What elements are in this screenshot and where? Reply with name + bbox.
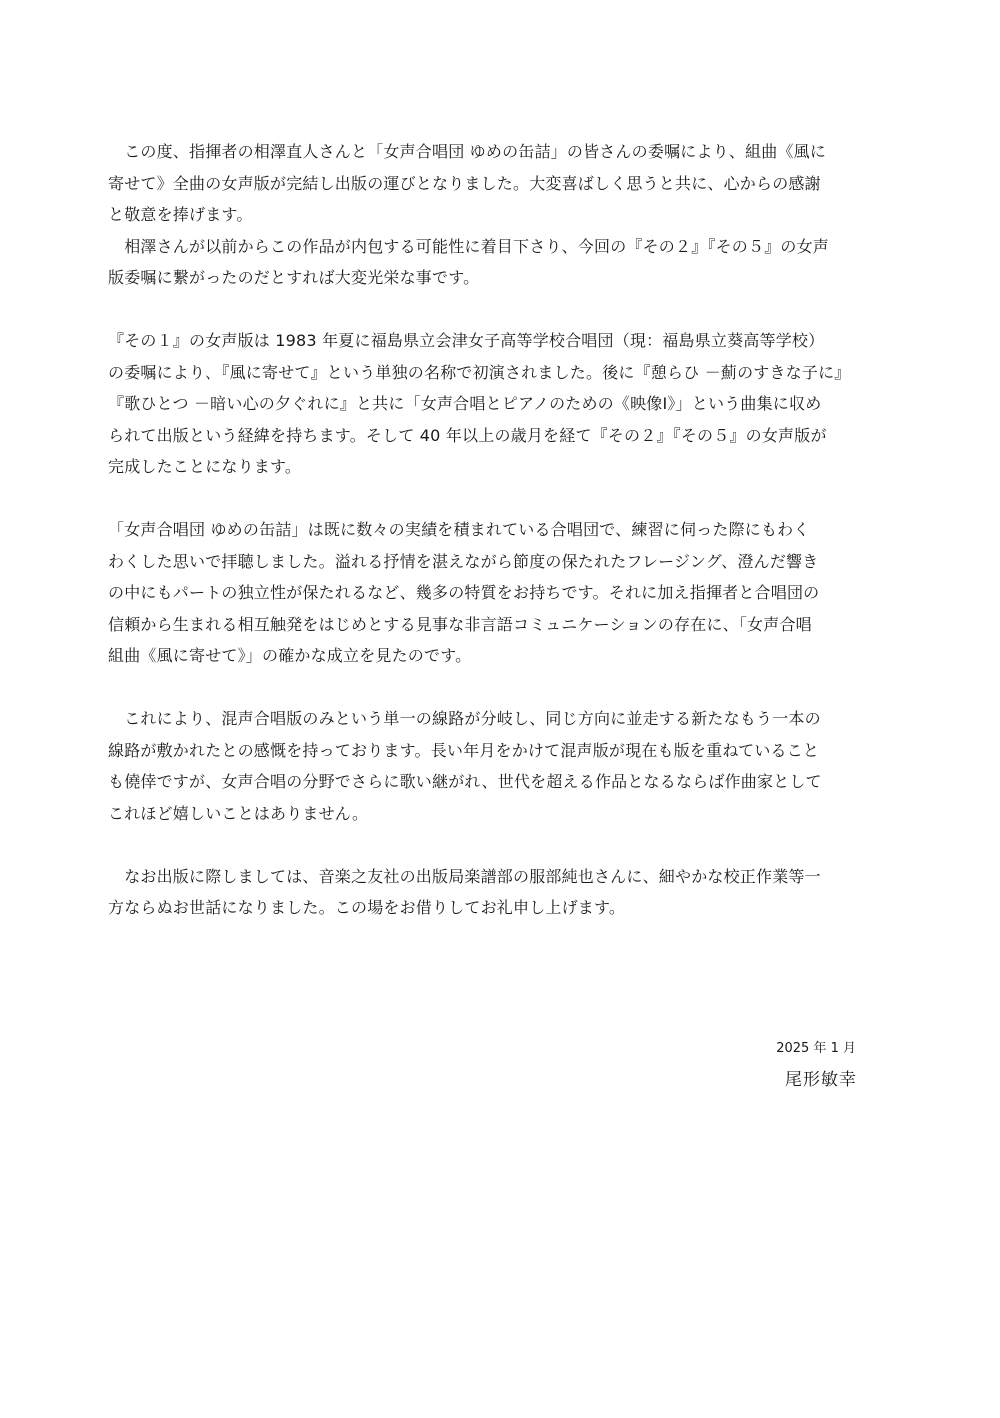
text-line: 線路が敷かれたとの感慨を持っております。長い年月をかけて混声版が現在も版を重ねていること — [108, 740, 820, 760]
paragraph-3 — [108, 514, 868, 672]
paragraph-spacer — [108, 483, 868, 515]
text-line: 相澤さんが以前からこの作品が内包する可能性に着目下さり、今回の『その２』『その５』の女声 — [108, 236, 830, 256]
paragraph-2 — [108, 325, 868, 483]
paragraph-4 — [108, 703, 868, 829]
paragraph-spacer — [108, 829, 868, 861]
paragraph-1 — [108, 136, 868, 294]
text-line: 版委嘱に繋がったのだとすれば大変光栄な事です。 — [108, 268, 480, 287]
text-line: 組曲《風に寄せて》」の確かな成立を見たのです。 — [108, 646, 472, 665]
text-line: これほど嬉しいことはありません。 — [108, 803, 369, 823]
text-line: 方ならぬお世話になりました。この場をお借りしてお礼申し上げます。 — [108, 898, 626, 917]
paragraph-spacer — [108, 294, 868, 326]
letter-body — [108, 136, 868, 924]
text-line: これにより、混声合唱版のみという単一の線路が分岐し、同じ方向に並走する新たなもう一本の — [108, 709, 821, 728]
text-line: と敬意を捧げます。 — [108, 205, 253, 224]
text-line: なお出版に際しましては、音楽之友社の出版局楽譜部の服部純也さんに、細やかな校正作業等一 — [108, 866, 821, 886]
paragraph-5 — [108, 861, 868, 924]
paragraph-spacer — [108, 672, 868, 704]
text-line: られて出版という経緯を持ちます。そして 40 年以上の歳月を経て『その２』『その５』の女声版が — [108, 425, 827, 445]
text-line: 寄せて》全曲の女声版が完結し出版の運びとなりました。大変喜ばしく思うと共に、心からの感謝 — [108, 173, 821, 193]
text-line: の中にもパートの独立性が保たれるなど、幾多の特質をお持ちです。それに加え指揮者と合唱団の — [108, 583, 820, 602]
text-line: 信頼から生まれる相互触発をはじめとする見事な非言語コミュニケーションの存在に、「女声合唱 — [108, 614, 812, 634]
text-line: 完成したことになります。 — [108, 457, 302, 476]
text-line: も僥倖ですが、女声合唱の分野でさらに歌い継がれ、世代を超える作品となるならば作曲家として — [108, 772, 822, 791]
author-signature: 尾形敏幸 — [785, 1070, 857, 1090]
text-line: 「女声合唱団 ゆめの缶詰」は既に数々の実績を積まれている合唱団で、練習に伺った際にもわく — [108, 520, 810, 539]
text-line: わくした思いで拝聴しました。溢れる抒情を湛えながら節度の保たれたフレージング、澄んだ響き — [108, 551, 819, 571]
letter-date: 2025 年 1 月 — [776, 1041, 856, 1056]
text-line: この度、指揮者の相澤直人さんと「女声合唱団 ゆめの缶詰」の皆さんの委嘱により、組曲《風に — [108, 142, 827, 161]
text-line: 『歌ひとつ －暗い心の夕ぐれに』と共に「女声合唱とピアノのための《映像Ⅰ》」という曲集に収め — [108, 394, 822, 413]
text-line: の委嘱により､『風に寄せて』という単独の名称で初演されました。後に『憩らひ －薊のすきな子に』 — [108, 362, 851, 382]
text-line: 『その１』の女声版は 1983 年夏に福島県立会津女子高等学校合唱団（現：福島県立葵高等学校） — [108, 331, 825, 350]
